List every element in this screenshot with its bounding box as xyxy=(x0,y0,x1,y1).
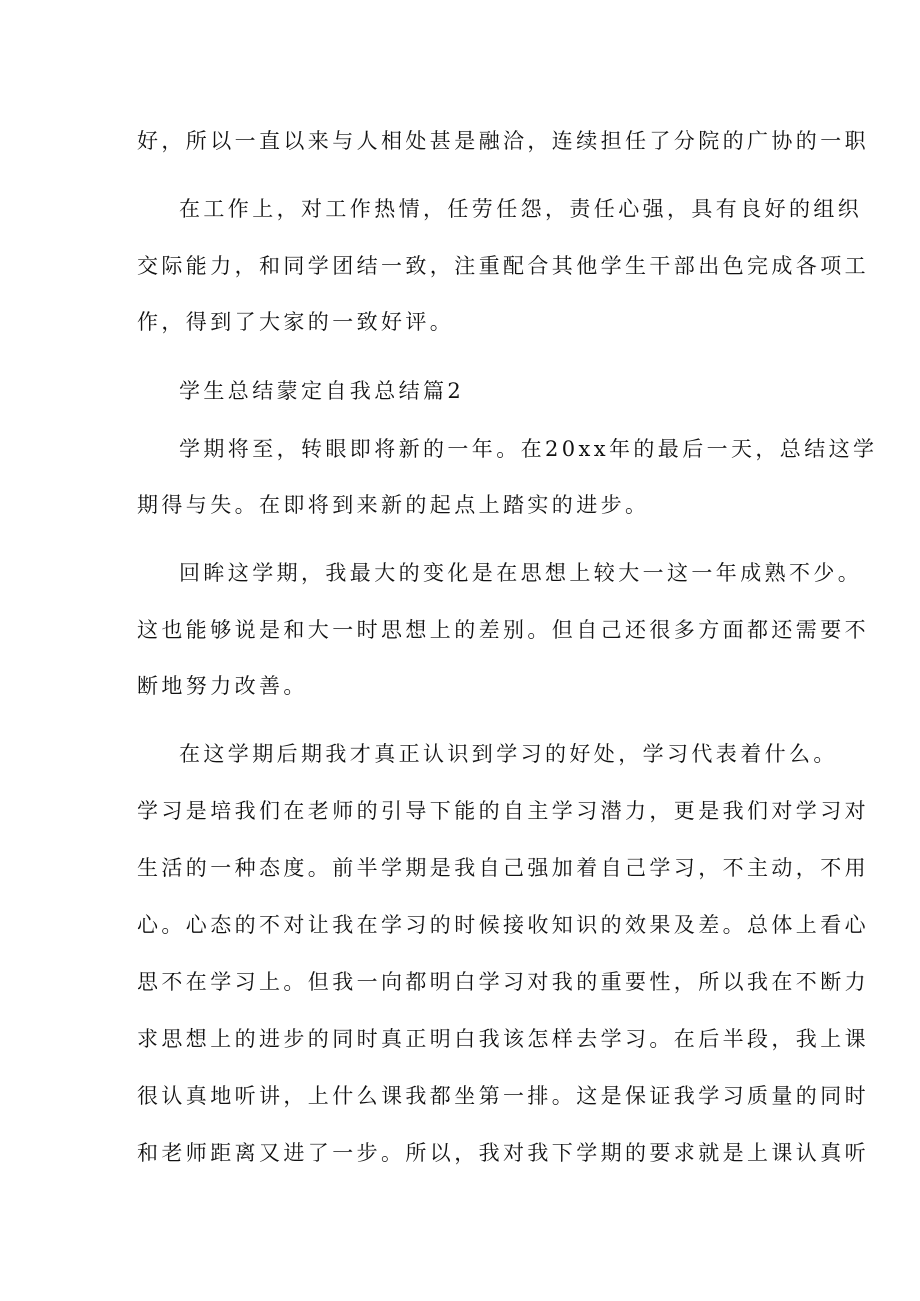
paragraph-line: 回眸这学期，我最大的变化是在思想上较大一这一年成熟不少。 xyxy=(179,561,863,585)
paragraph-line: 求思想上的进步的同时真正明白我该怎样去学习。在后半段，我上课 xyxy=(137,1027,869,1051)
paragraph-line: 在工作上，对工作热情，任劳任怨，责任心强，具有良好的组织 xyxy=(179,197,863,221)
paragraph-line: 学期将至，转眼即将新的一年。在20xx年的最后一天，总结这学 xyxy=(179,437,878,461)
paragraph-line: 思不在学习上。但我一向都明白学习对我的重要性，所以我在不断力 xyxy=(137,970,869,994)
paragraph-line: 学习是培我们在老师的引导下能的自主学习潜力，更是我们对学习对 xyxy=(137,799,869,823)
paragraph-line: 期得与失。在即将到来新的起点上踏实的进步。 xyxy=(137,493,650,517)
paragraph-line: 好，所以一直以来与人相处甚是融洽，连续担任了分院的广协的一职 xyxy=(137,129,869,153)
paragraph-line: 这也能够说是和大一时思想上的差别。但自己还很多方面都还需要不 xyxy=(137,618,869,642)
paragraph-line: 生活的一种态度。前半学期是我自己强加着自己学习，不主动，不用 xyxy=(137,856,869,880)
paragraph-line: 心。心态的不对让我在学习的时候接收知识的效果及差。总体上看心 xyxy=(137,913,869,937)
paragraph-line: 在这学期后期我才真正认识到学习的好处，学习代表着什么。 xyxy=(179,742,838,766)
section-heading: 学生总结蒙定自我总结篇2 xyxy=(179,379,465,403)
paragraph-line: 很认真地听讲，上什么课我都坐第一排。这是保证我学习质量的同时 xyxy=(137,1084,869,1108)
paragraph-line: 断地努力改善。 xyxy=(137,674,308,698)
paragraph-line: 作，得到了大家的一致好评。 xyxy=(137,310,455,334)
paragraph-line: 交际能力，和同学团结一致，注重配合其他学生干部出色完成各项工 xyxy=(137,254,869,278)
paragraph-line: 和老师距离又进了一步。所以，我对我下学期的要求就是上课认真听 xyxy=(137,1141,869,1165)
